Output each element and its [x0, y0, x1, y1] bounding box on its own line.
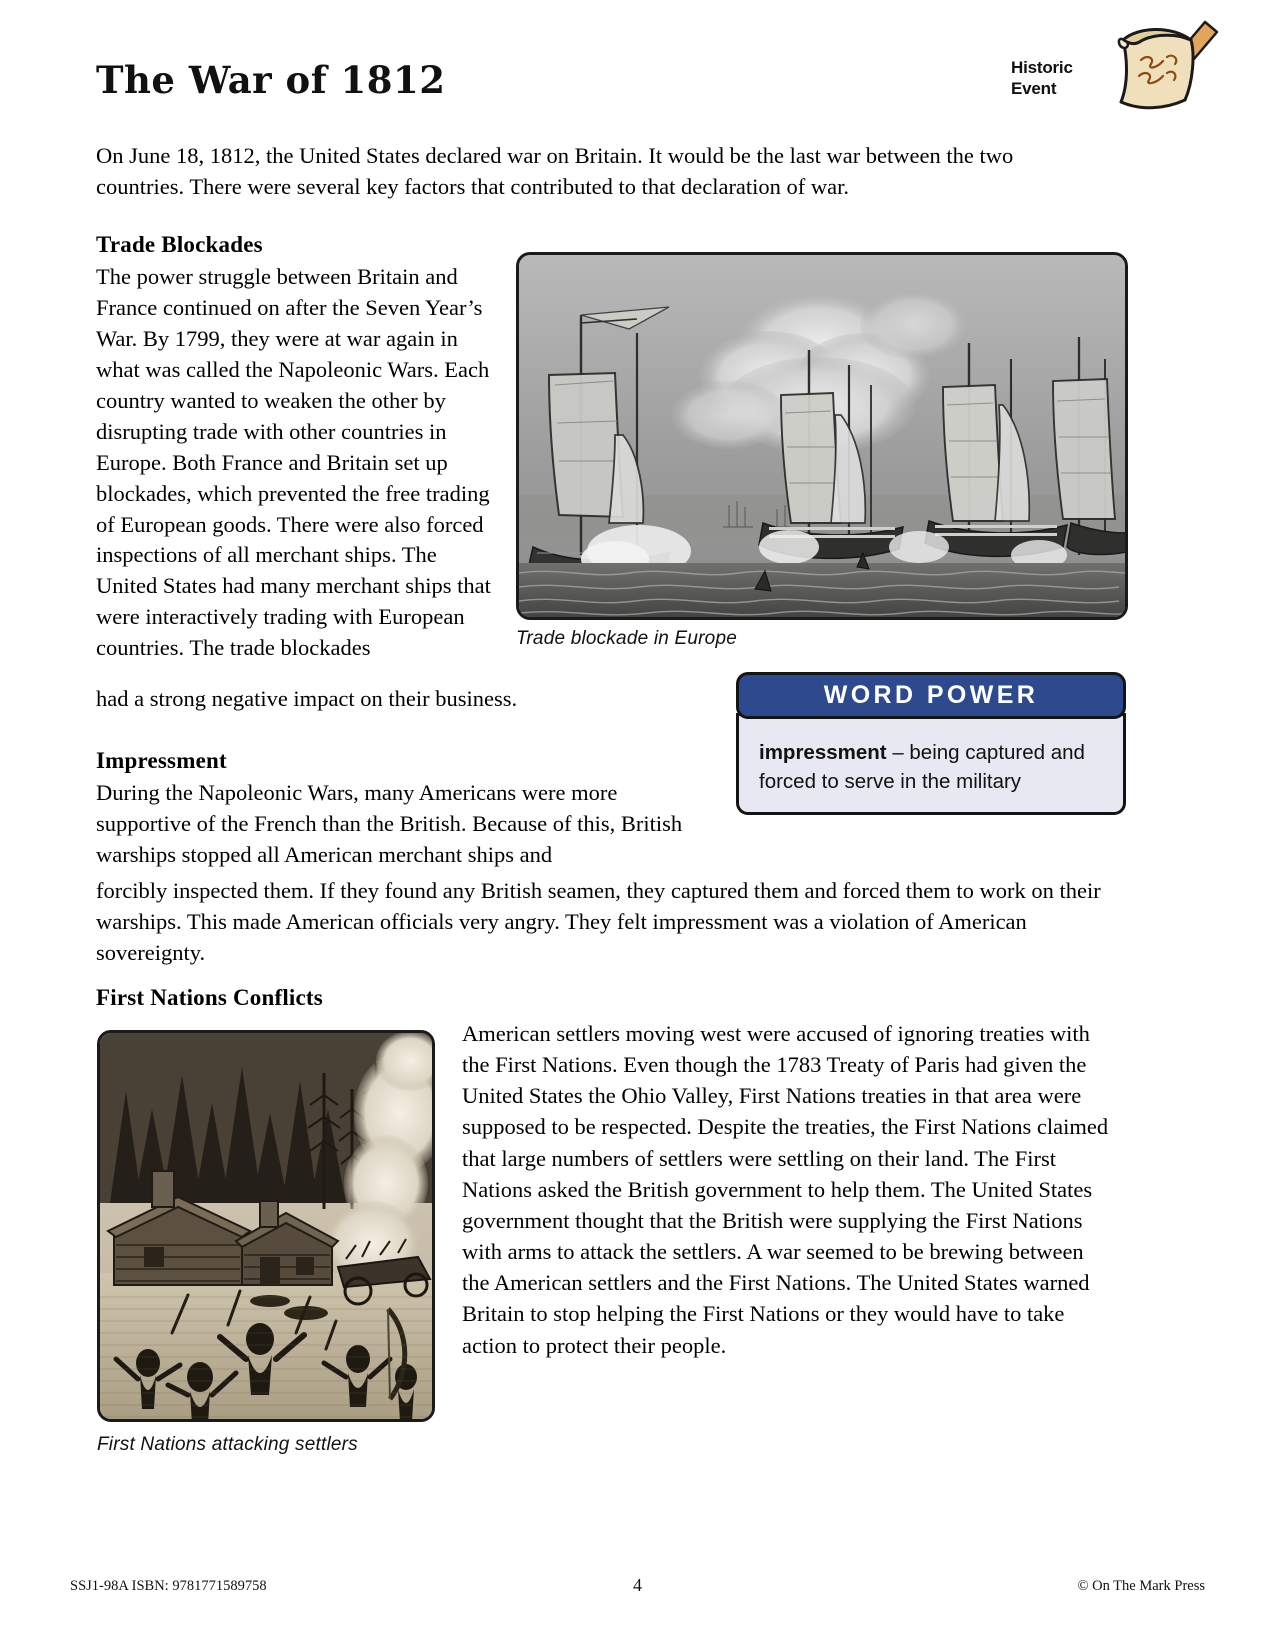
figure-first-nations: [97, 1030, 435, 1456]
first-nations-body: American settlers moving west were accused of ignoring treaties with the First Nations. Even though the 1783 Treaty of Paris had given the United States the Ohio Valley, First Nations treaties in that area were supposed to be respected. Despite the treaties, the First Nations claimed that large numbers of settlers were settling on their land. The First Nations asked the British government to help them. The United States government thought that the British were supplying the First Nations with arms to attack the settlers. A war seemed to be brewing between the American settlers and the First Nations. The United States warned Britain to stop helping the First Nations or they would have to take action to protect their people.: [462, 1021, 1109, 1358]
word-power-definition: – being captured and forced to serve in the military: [759, 741, 1085, 794]
word-power-term: impressment: [759, 741, 887, 764]
footer-page-number: 4: [633, 1575, 642, 1595]
word-power-box: [736, 672, 1126, 815]
naval-battle-engraving: [519, 255, 1128, 620]
trade-blockades-body: The power struggle between Britain and France continued on after the Seven Year’s War. By 1799, they were at war again in what was called the Napoleonic Wars. Each country wanted to weaken the other by disrupting trade with other countries in Europe. Both France and Britain set up blockades, which prevented the free trading of European goods. There were also forced inspections of all merchant ships. The United States had many merchant ships that were interactively trading with European countries. The trade blockades: [96, 264, 491, 661]
figure-trade-blockade-caption: Trade blockade in Europe: [516, 628, 737, 649]
historic-event-badge: [1005, 14, 1220, 124]
badge-line-1: Historic: [1011, 58, 1073, 77]
footer-copyright: © On The Mark Press: [1077, 1578, 1205, 1594]
heading-first-nations-conflicts: First Nations Conflicts: [96, 985, 323, 1010]
badge-line-2: Event: [1011, 78, 1057, 98]
intro-paragraph: On June 18, 1812, the United States declared war on Britain. It would be the last war between the two countries. There were several key factors that contributed to that declaration of war.: [96, 143, 1014, 200]
figure-trade-blockade-frame: [516, 252, 1128, 620]
page-title: The War of 1812: [96, 58, 446, 102]
heading-impressment: Impressment: [96, 748, 227, 773]
figure-first-nations-frame: [97, 1030, 435, 1422]
scroll-and-quill-icon: [1093, 14, 1220, 124]
trade-blockades-body-tail: had a strong negative impact on their business.: [96, 686, 518, 711]
historic-event-label: [1011, 58, 1103, 99]
figure-trade-blockade: [516, 252, 1128, 650]
impressment-body: During the Napoleonic Wars, many Americans were more supportive of the French than the British. Because of this, British warships stopped all American merchant ships and: [96, 780, 683, 867]
footer-isbn: SSJ1-98A ISBN: 9781771589758: [70, 1578, 267, 1594]
log-cabin-attack-engraving: [100, 1033, 435, 1422]
page-footer: [70, 1575, 1205, 1600]
word-power-title: WORD POWER: [823, 681, 1039, 709]
figure-first-nations-caption: First Nations attacking settlers: [97, 1434, 358, 1455]
word-power-header: [736, 672, 1126, 719]
word-power-body: [736, 713, 1126, 815]
impressment-body-tail: forcibly inspected them. If they found any British seamen, they captured them and forced them to work on their warships. This made American officials very angry. They felt impressment was a violation of American sovereignty.: [96, 878, 1101, 965]
heading-trade-blockades: Trade Blockades: [96, 232, 263, 257]
